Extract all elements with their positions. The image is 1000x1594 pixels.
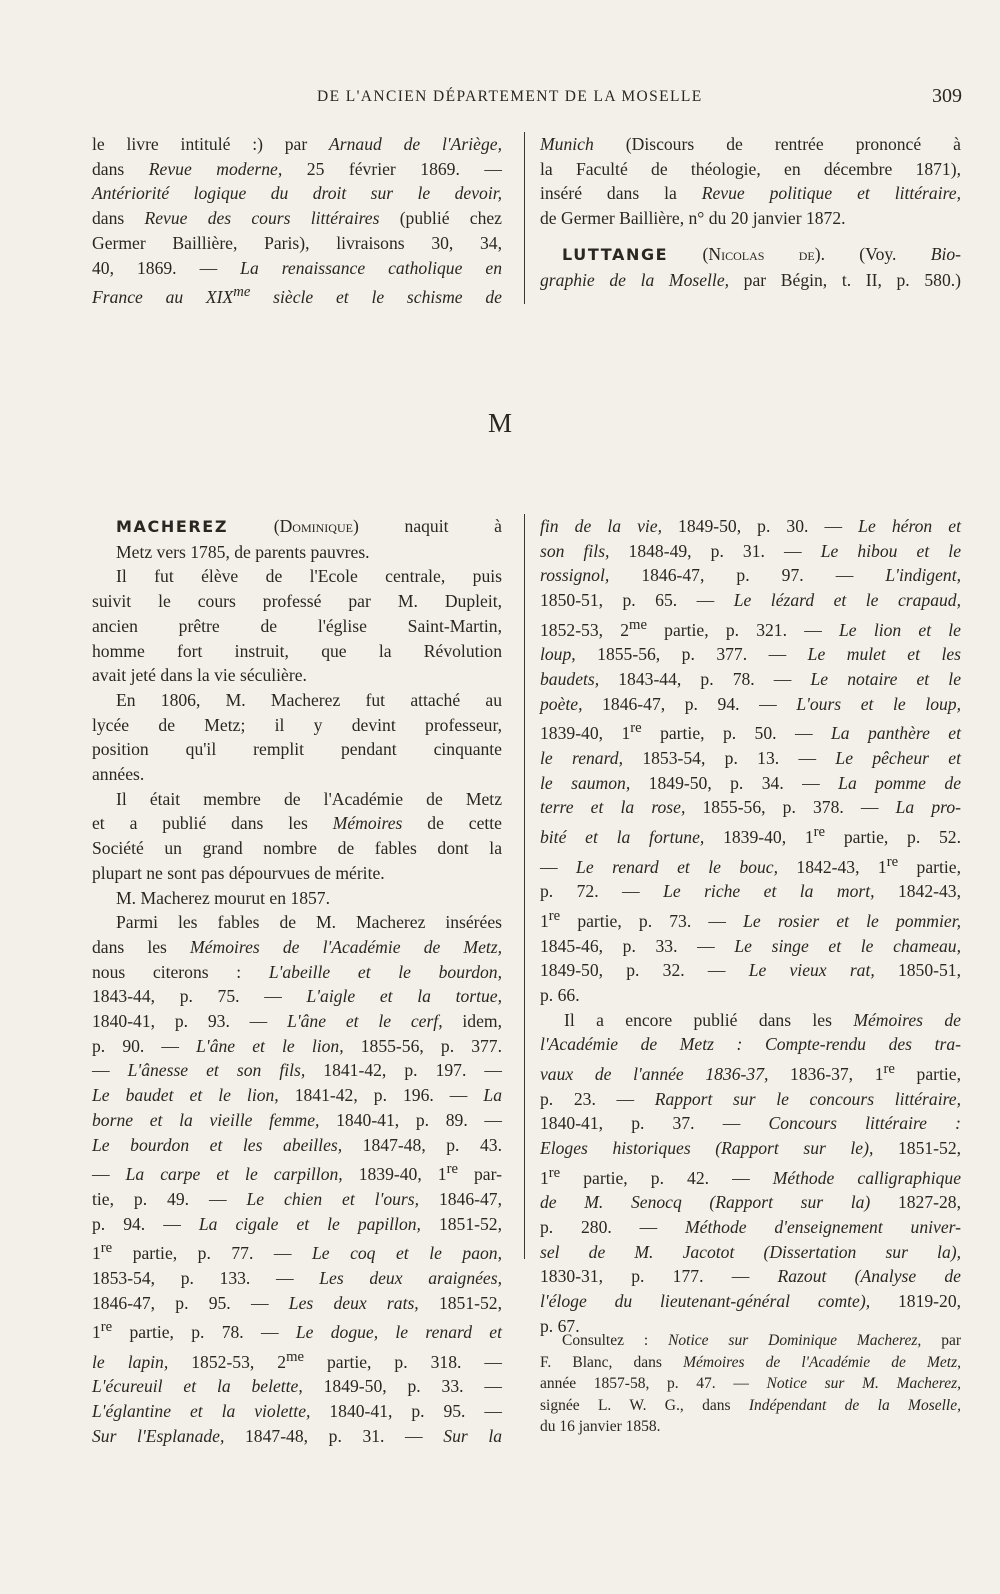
running-title: DE L'ANCIEN DÉPARTEMENT DE LA MOSELLE xyxy=(317,88,703,105)
text-line: l'Académie de Metz : Compte-rendu des tra- xyxy=(540,1034,961,1055)
text-line: 1re partie, p. 42. — Méthode calligraphique xyxy=(540,1164,961,1188)
text-line: En 1806, M. Macherez fut attaché au xyxy=(116,689,502,710)
macherez-entry-line: MACHEREZ (Dominique) naquit à xyxy=(116,516,502,536)
text-line: p. 90. — L'âne et le lion, 1855-56, p. 377. xyxy=(92,1035,503,1056)
luttange-entry-line: LUTTANGE (Nicolas de). (Voy. Bio- xyxy=(562,243,962,264)
text-line: L'écureuil et la belette, 1849-50, p. 33. — xyxy=(92,1376,502,1397)
text-line: 1845-46, p. 33. — Le singe et le chameau, xyxy=(540,935,961,956)
top-right-continuation xyxy=(540,132,961,292)
text-line: années. xyxy=(92,764,145,785)
text-line: de M. Senocq (Rapport sur la) 1827-28, xyxy=(540,1192,961,1213)
text-line: signée L. W. G., dans Indépendant de la Moselle, xyxy=(540,1396,961,1414)
text-line: Consultez : Notice sur Dominique Macherez, par xyxy=(562,1332,961,1349)
text-line: son fils, 1848-49, p. 31. — Le hibou et le xyxy=(540,540,962,561)
section-letter: M xyxy=(487,408,512,438)
page-number: 309 xyxy=(932,85,962,107)
text-line: loup, 1855-56, p. 377. — Le mulet et les xyxy=(540,644,962,665)
text-line: 1843-44, p. 75. — L'aigle et la tortue, xyxy=(92,986,502,1007)
text-line: année 1857-58, p. 47. — Notice sur M. Macherez, xyxy=(540,1375,961,1392)
text-line: 1846-47, p. 95. — Les deux rats, 1851-52, xyxy=(92,1292,502,1313)
text-line: le lapin, 1852-53, $2^{me}$ partie, p. 318. — xyxy=(92,1348,502,1372)
text-line: le livre intitulé :) par Arnaud de l'Ariège, xyxy=(92,134,502,154)
text-line: borne et la vieille femme, 1840-41, p. 89. — xyxy=(92,1109,502,1130)
text-line: p. 23. — Rapport sur le concours littéraire, xyxy=(540,1088,961,1109)
text-line: tie, p. 49. — Le chien et l'ours, 1846-47, xyxy=(92,1188,503,1209)
luttange-headword: LUTTANGE xyxy=(562,244,669,264)
text-line: 1850-51, p. 65. — Le lézard et le crapaud, xyxy=(540,590,961,611)
text-line: le renard, 1853-54, p. 13. — Le pêcheur et xyxy=(540,748,961,769)
text-line: France au $XIX^{me}$ siècle et le schisme de xyxy=(92,284,502,308)
text-line: F. Blanc, dans Mémoires de l'Académie de Metz, xyxy=(540,1353,961,1371)
text-line: Antériorité logique du droit sur le devoir, xyxy=(92,183,502,204)
column-rule-top xyxy=(524,132,525,304)
text-line: p. 66. xyxy=(540,984,580,1005)
text-line: graphie de la Moselle, par Bégin, t. II, p. 580.) xyxy=(540,269,961,290)
text-line: 1830-31, p. 177. — Razout (Analyse de xyxy=(540,1266,961,1287)
text-line: fin de la vie, 1849-50, p. 30. — Le héron et xyxy=(540,516,961,536)
text-line: 1840-41, p. 93. — L'âne et le cerf, idem, xyxy=(92,1011,502,1032)
text-line: nous citerons : L'abeille et le bourdon, xyxy=(92,961,502,982)
text-line: bité et la fortune, 1839-40, 1re partie, p. 52. xyxy=(540,824,961,848)
text-line: avait jeté dans la vie séculière. xyxy=(92,665,307,686)
macherez-headword: MACHEREZ xyxy=(116,517,229,536)
text-line: 1839-40, 1re partie, p. 50. — La panthère et xyxy=(540,720,962,744)
text-line: plupart ne sont pas dépourvues de mérite. xyxy=(92,862,385,883)
text-line: p. 67. xyxy=(540,1315,580,1336)
text-line: p. 280. — Méthode d'enseignement univer- xyxy=(540,1217,961,1237)
text-line: 1840-41, p. 37. — Concours littéraire : xyxy=(540,1113,961,1134)
text-line: Sur l'Esplanade, 1847-48, p. 31. — Sur la xyxy=(92,1425,503,1446)
text-line: Société un grand nombre de fables dont la xyxy=(92,838,502,859)
text-line: M. Macherez mourut en 1857. xyxy=(116,887,330,908)
text-line: — Le renard et le bouc, 1842-43, 1re partie, xyxy=(540,853,961,877)
text-line: 1re partie, p. 78. — Le dogue, le renard et xyxy=(92,1319,502,1343)
text-line: 40, 1869. — La renaissance catholique en xyxy=(92,257,502,278)
text-line: homme fort instruit, que la Révolution xyxy=(92,640,502,661)
macherez-entry xyxy=(92,514,502,1448)
text-line: terre et la rose, 1855-56, p. 378. — La pro- xyxy=(540,797,961,818)
text-line: p. 72. — Le riche et la mort, 1842-43, xyxy=(540,881,961,902)
text-line: Munich (Discours de rentrée prononcé à xyxy=(540,134,961,154)
text-line: 1re partie, p. 77. — Le coq et le paon, xyxy=(92,1240,502,1264)
text-line: dans Revue moderne, 25 février 1869. — xyxy=(92,158,502,179)
text-line: 1852-53, $2^{me}$ partie, p. 321. — Le lion et le xyxy=(540,616,961,640)
text-line: baudets, 1843-44, p. 78. — Le notaire et le xyxy=(540,669,962,690)
text-line: le saumon, 1849-50, p. 34. — La pomme de xyxy=(540,772,962,793)
text-line: Metz vers 1785, de parents pauvres. xyxy=(116,541,370,562)
top-left-continuation xyxy=(92,132,502,310)
text-line: Il était membre de l'Académie de Metz xyxy=(116,788,502,809)
column-rule-main xyxy=(524,514,525,1259)
text-line: L'églantine et la violette, 1840-41, p. 95. — xyxy=(92,1401,502,1422)
text-line: 1853-54, p. 133. — Les deux araignées, xyxy=(92,1267,502,1288)
text-line: et a publié dans les Mémoires de cette xyxy=(92,813,502,834)
text-line: Le bourdon et les abeilles, 1847-48, p. 43. xyxy=(92,1134,502,1155)
text-line: Le baudet et le lion, 1841-42, p. 196. — La xyxy=(92,1085,502,1106)
text-line: inséré dans la Revue politique et littéraire, xyxy=(540,183,961,204)
text-line: sel de M. Jacotot (Dissertation sur la), xyxy=(540,1241,961,1262)
text-line: la Faculté de théologie, en décembre 1871), xyxy=(540,158,961,179)
text-line: ancien prêtre de l'église Saint-Martin, xyxy=(92,615,502,636)
text-line: p. 94. — La cigale et le papillon, 1851-52, xyxy=(92,1213,502,1234)
text-line: 1849-50, p. 32. — Le vieux rat, 1850-51, xyxy=(540,960,962,981)
macherez-entry-continuation xyxy=(540,514,961,1339)
running-header xyxy=(0,85,1000,118)
text-line: l'éloge du lieutenant-général comte), 1819-20, xyxy=(540,1291,962,1312)
text-line: suivit le cours professé par M. Dupleit, xyxy=(92,591,502,612)
text-line: dans les Mémoires de l'Académie de Metz, xyxy=(92,936,503,957)
text-line: — La carpe et le carpillon, 1839-40, 1re par- xyxy=(92,1161,502,1185)
text-line: du 16 janvier 1858. xyxy=(540,1418,661,1435)
text-line: Eloges historiques (Rapport sur le), 1851-52, xyxy=(540,1138,962,1159)
text-line: — L'ânesse et son fils, 1841-42, p. 197. — xyxy=(92,1060,502,1081)
text-line: vaux de l'année 1836-37, 1836-37, 1re partie, xyxy=(540,1061,961,1084)
text-line: lycée de Metz; il y devint professeur, xyxy=(92,714,502,735)
text-line: poète, 1846-47, p. 94. — L'ours et le loup, xyxy=(540,693,962,714)
text-line: de Germer Baillière, n° du 20 janvier 1872. xyxy=(540,208,846,229)
text-line: Parmi les fables de M. Macherez insérées xyxy=(116,912,502,933)
text-line: 1re partie, p. 73. — Le rosier et le pommier, xyxy=(540,907,961,931)
text-line: Germer Baillière, Paris), livraisons 30, 34, xyxy=(92,232,502,253)
text-line: position qu'il remplit pendant cinquante xyxy=(92,739,502,760)
text-line: dans Revue des cours littéraires (publié chez xyxy=(92,208,502,229)
text-line: Il fut élève de l'Ecole centrale, puis xyxy=(116,566,502,587)
consultez-note xyxy=(540,1330,961,1438)
text-line: rossignol, 1846-47, p. 97. — L'indigent, xyxy=(540,565,961,586)
text-line: Il a encore publié dans les Mémoires de xyxy=(564,1009,961,1030)
